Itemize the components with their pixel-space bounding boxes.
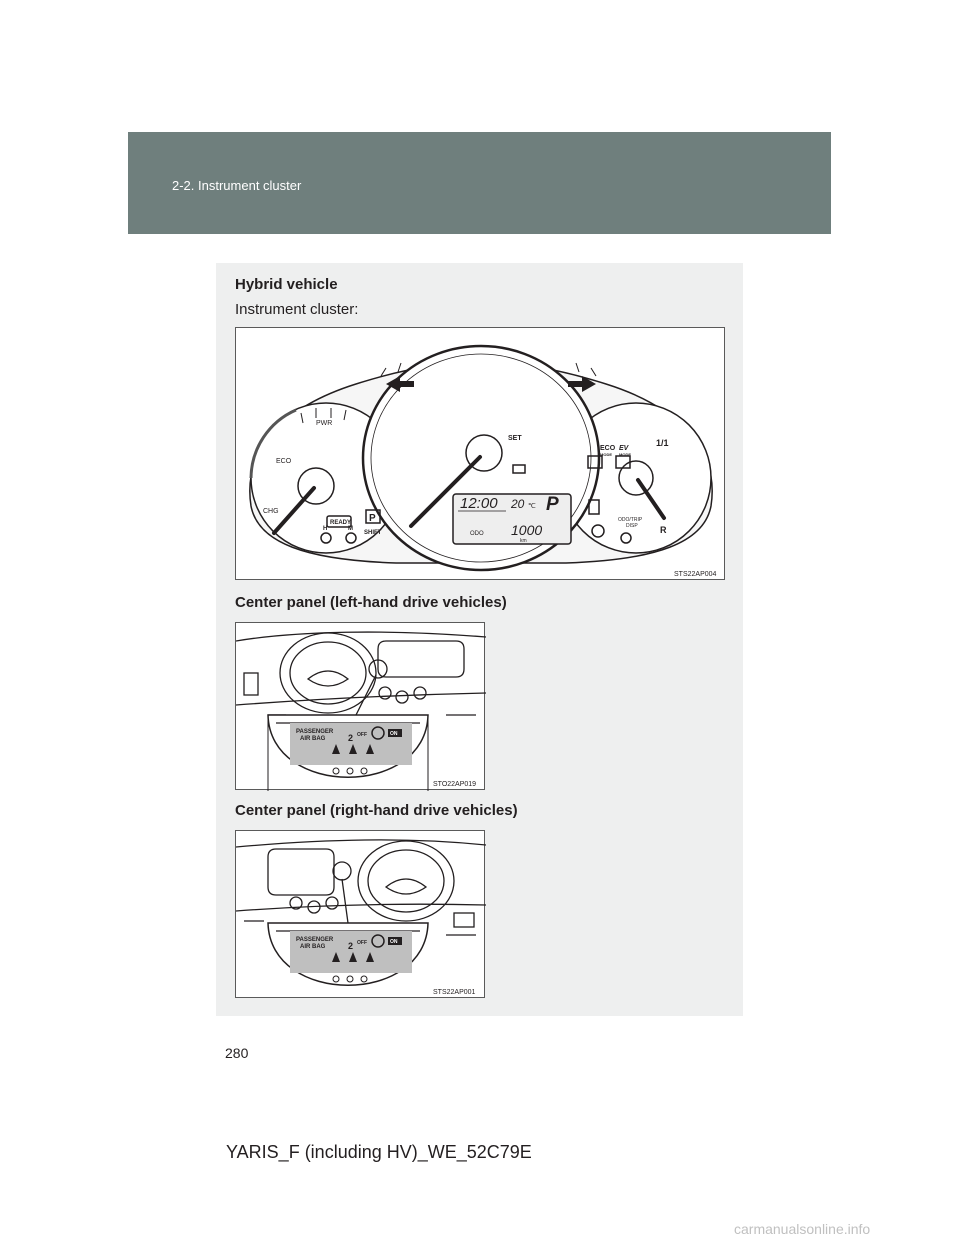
lhd-figure-code: STO22AP019 — [433, 781, 477, 788]
h-label: H — [323, 526, 328, 532]
lhd-two-label: 2 — [348, 733, 354, 743]
fuel-full-label: 1/1 — [656, 438, 669, 448]
page-number: 280 — [225, 1045, 249, 1061]
odo-trip-label: ODO/TRIP — [618, 517, 643, 523]
section-header — [128, 132, 831, 234]
ready-label: READY — [330, 520, 352, 526]
rhd-center-panel-figure — [235, 830, 485, 998]
hybrid-heading: Hybrid vehicle — [235, 276, 338, 293]
lhd-passenger-label: PASSENGER — [296, 729, 334, 735]
odo-unit: km — [520, 538, 527, 544]
ev-mode-label: EV — [619, 445, 629, 452]
eco-mode-label: ECO — [600, 445, 616, 452]
rhd-figure-code: STS22AP001 — [433, 989, 476, 996]
rhd-airbag-label: AIR BAG — [300, 944, 326, 950]
rhd-heading: Center panel (right-hand drive vehicles) — [235, 802, 518, 819]
cluster-subheading: Instrument cluster: — [235, 301, 359, 318]
rhd-on-label: ON — [390, 939, 398, 945]
set-label: SET — [508, 435, 522, 442]
shift-label: SHIFT — [364, 530, 382, 536]
lhd-airbag-label: AIR BAG — [300, 736, 326, 742]
eco-mode-sub: MODE — [600, 452, 612, 457]
figure-code: STS22AP004 — [674, 571, 717, 578]
lhd-dashboard-drawing — [236, 623, 486, 791]
reset-r-label: R — [660, 525, 667, 535]
gear-readout: P — [546, 494, 559, 515]
watermark: carmanualsonline.info — [734, 1221, 871, 1237]
rhd-dashboard-drawing — [236, 831, 486, 999]
lhd-center-panel-figure — [235, 622, 485, 790]
rhd-off-label: OFF — [357, 940, 367, 946]
ev-mode-sub: MODE — [619, 452, 631, 457]
shift-p-label: P — [369, 513, 376, 524]
pwr-label: PWR — [316, 420, 333, 427]
m-label: M — [348, 526, 353, 532]
rhd-passenger-label: PASSENGER — [296, 937, 334, 943]
section-title: 2-2. Instrument cluster — [172, 178, 302, 193]
eco-label: ECO — [276, 458, 292, 465]
chg-label: CHG — [263, 508, 279, 515]
temp-unit: ℃ — [528, 503, 536, 510]
odo-value: 1000 — [511, 522, 543, 538]
rhd-two-label: 2 — [348, 941, 354, 951]
disp-label: DISP — [626, 523, 638, 529]
lhd-off-label: OFF — [357, 732, 367, 738]
lhd-heading: Center panel (left-hand drive vehicles) — [235, 594, 507, 611]
instrument-cluster-figure — [235, 327, 725, 580]
footer-model: YARIS_F (including HV)_WE_52C79E — [226, 1142, 532, 1162]
temp-readout: 20 — [511, 497, 525, 511]
odo-label: ODO — [470, 531, 484, 537]
lhd-on-label: ON — [390, 731, 398, 737]
clock-readout: 12:00 — [460, 495, 498, 512]
instrument-cluster-drawing — [236, 328, 726, 581]
